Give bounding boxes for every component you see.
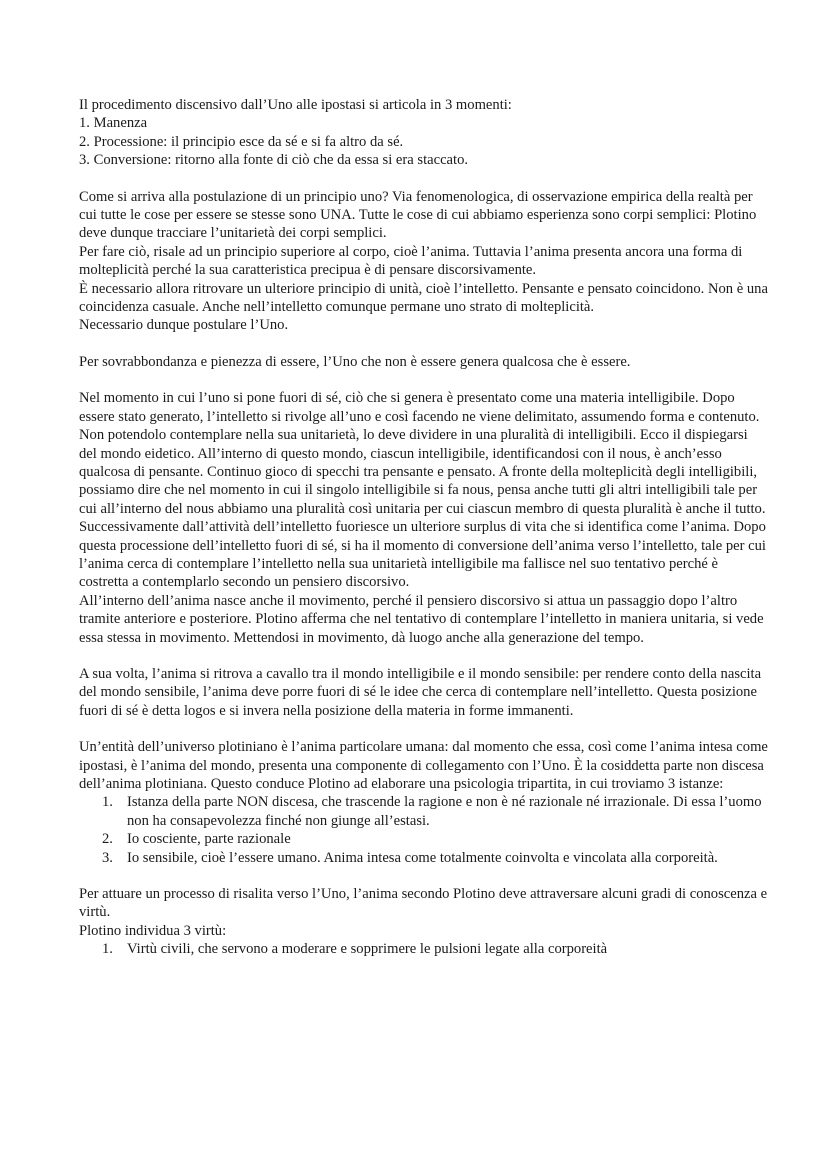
list-item bbox=[102, 849, 768, 867]
paragraph: Per fare ciò, risale ad un principio superiore al corpo, cioè l’anima. Tuttavia l’anima presenta ancora una forma di molteplicità perché la sua caratteristica precipua è di pensare discorsivamente. bbox=[79, 243, 743, 279]
intro-lead: Il procedimento discensivo dall’Uno alle ipostasi si articola in 3 momenti: bbox=[79, 97, 512, 113]
paragraph: Non potendolo contemplare nella sua unitarietà, lo deve dividere in una pluralità di intelligibili. Ecco il dispiegarsi del mondo eidetico. All’interno di questo mondo, ciascun intelligibile, identificandosi con il nous, è anch’esso qualcosa di pensante. Continuo gioco di specchi tra pensante e pensato. A fronte della molteplicità degli intelligibili, possiamo dire che nel momento in cui il singolo intelligibile si fa nous, pensa anche tutti gli altri intelligibili tale per cui all’interno del nous abbiamo una pluralità così unitaria per cui ciascun membro di questa pluralità è anche il tutto. bbox=[79, 427, 766, 517]
paragraph: Successivamente dall’attività dell’intelletto fuoriesce un ulteriore surplus di vita che si identifica come l’anima. Dopo questa processione dell’intelletto fuori di sé, si ha il momento di conversione dell’anima verso l’intelletto, tale per cui l’anima cerca di contemplare l’intelletto nella sua unitarietà intelligibile ma fallisce nel suo tentativo perché è costretta a contemplarlo secondo un pensiero discorsivo. bbox=[79, 519, 766, 591]
list-item bbox=[102, 793, 768, 830]
instances-list bbox=[79, 793, 768, 867]
paragraph-gap bbox=[79, 170, 768, 188]
paragraph: Per sovrabbondanza e pienezza di essere, l’Uno che non è essere genera qualcosa che è essere. bbox=[79, 353, 631, 370]
list-item: 1. Manenza bbox=[79, 115, 148, 132]
paragraph: Un’entità dell’universo plotiniano è l’anima particolare umana: dal momento che essa, così come l’anima intesa come ipostasi, è l’anima del mondo, presenta una componente di collegamento con l’Uno. È la cosiddetta parte non discesa dell’anima plotiniana. Questo conduce Plotino ad elaborare una psicologia tripartita, in cui troviamo 3 istanze: bbox=[79, 739, 768, 792]
list-text: Virtù civili, che servono a moderare e sopprimere le pulsioni legate alla corporeità bbox=[127, 941, 608, 958]
moments-list bbox=[79, 114, 768, 169]
paragraph: All’interno dell’anima nasce anche il movimento, perché il pensiero discorsivo si attua un passaggio dopo l’altro tramite anteriore e posteriore. Plotino afferma che nel tentativo di contemplare l’intelletto in maniera unitaria, si vede essa stessa in movimento. Mettendosi in movimento, dà luogo anche alla generazione del tempo. bbox=[79, 592, 764, 646]
list-item: 3. Conversione: ritorno alla fonte di ciò che da essa si era staccato. bbox=[79, 152, 469, 169]
list-number: 3. bbox=[102, 849, 113, 866]
paragraph-gap bbox=[79, 647, 768, 665]
list-item bbox=[102, 830, 768, 848]
list-item bbox=[102, 940, 768, 958]
list-text: Istanza della parte NON discesa, che trascende la ragione e non è né razionale né irrazionale. Di essa l’uomo non ha consapevolezza finché non giunge all’estasi. bbox=[127, 794, 762, 829]
paragraph: È necessario allora ritrovare un ulteriore principio di unità, cioè l’intelletto. Pensante e pensato coincidono. Non è una coincidenza casuale. Anche nell’intelletto comunque permane uno strato di molteplicità. bbox=[79, 280, 768, 316]
paragraph: Plotino individua 3 virtù: bbox=[79, 922, 227, 939]
paragraph: Nel momento in cui l’uno si pone fuori di sé, ciò che si genera è presentato come una materia intelligibile. Dopo essere stato generato, l’intelletto si rivolge all’uno e così facendo ne viene delimitato, assumendo forma e contenuto. bbox=[79, 390, 760, 425]
paragraph: Necessario dunque postulare l’Uno. bbox=[79, 317, 289, 334]
list-number: 1. bbox=[102, 794, 113, 811]
paragraph-gap bbox=[79, 371, 768, 389]
paragraph: Come si arriva alla postulazione di un principio uno? Via fenomenologica, di osservazione empirica della realtà per cui tutte le cose per essere se stesse sono UNA. Tutte le cose di cui abbiamo esperienza sono corpi semplici: Plotino deve dunque tracciare l’unitarietà dei corpi semplici. bbox=[79, 188, 757, 242]
paragraph-gap bbox=[79, 867, 768, 885]
paragraph: Per attuare un processo di risalita verso l’Uno, l’anima secondo Plotino deve attraversare alcuni gradi di conoscenza e virtù. bbox=[79, 886, 768, 921]
virtues-list bbox=[79, 940, 768, 958]
paragraph: A sua volta, l’anima si ritrova a cavallo tra il mondo intelligibile e il mondo sensibile: per rendere conto della nascita del mondo sensibile, l’anima deve porre fuori di sé le idee che cerca di contemplare nell’intelletto. Questa posizione fuori di sé è detta logos e si invera nella posizione della materia in forme immanenti. bbox=[79, 665, 762, 719]
list-number: 2. bbox=[102, 831, 113, 848]
paragraph-gap bbox=[79, 720, 768, 738]
list-text: Io cosciente, parte razionale bbox=[127, 831, 291, 848]
list-item: 2. Processione: il principio esce da sé e si fa altro da sé. bbox=[79, 133, 404, 150]
list-number: 1. bbox=[102, 941, 113, 958]
paragraph-gap bbox=[79, 335, 768, 353]
list-text: Io sensibile, cioè l’essere umano. Anima intesa come totalmente coinvolta e vincolata alla corporeità. bbox=[127, 849, 718, 866]
